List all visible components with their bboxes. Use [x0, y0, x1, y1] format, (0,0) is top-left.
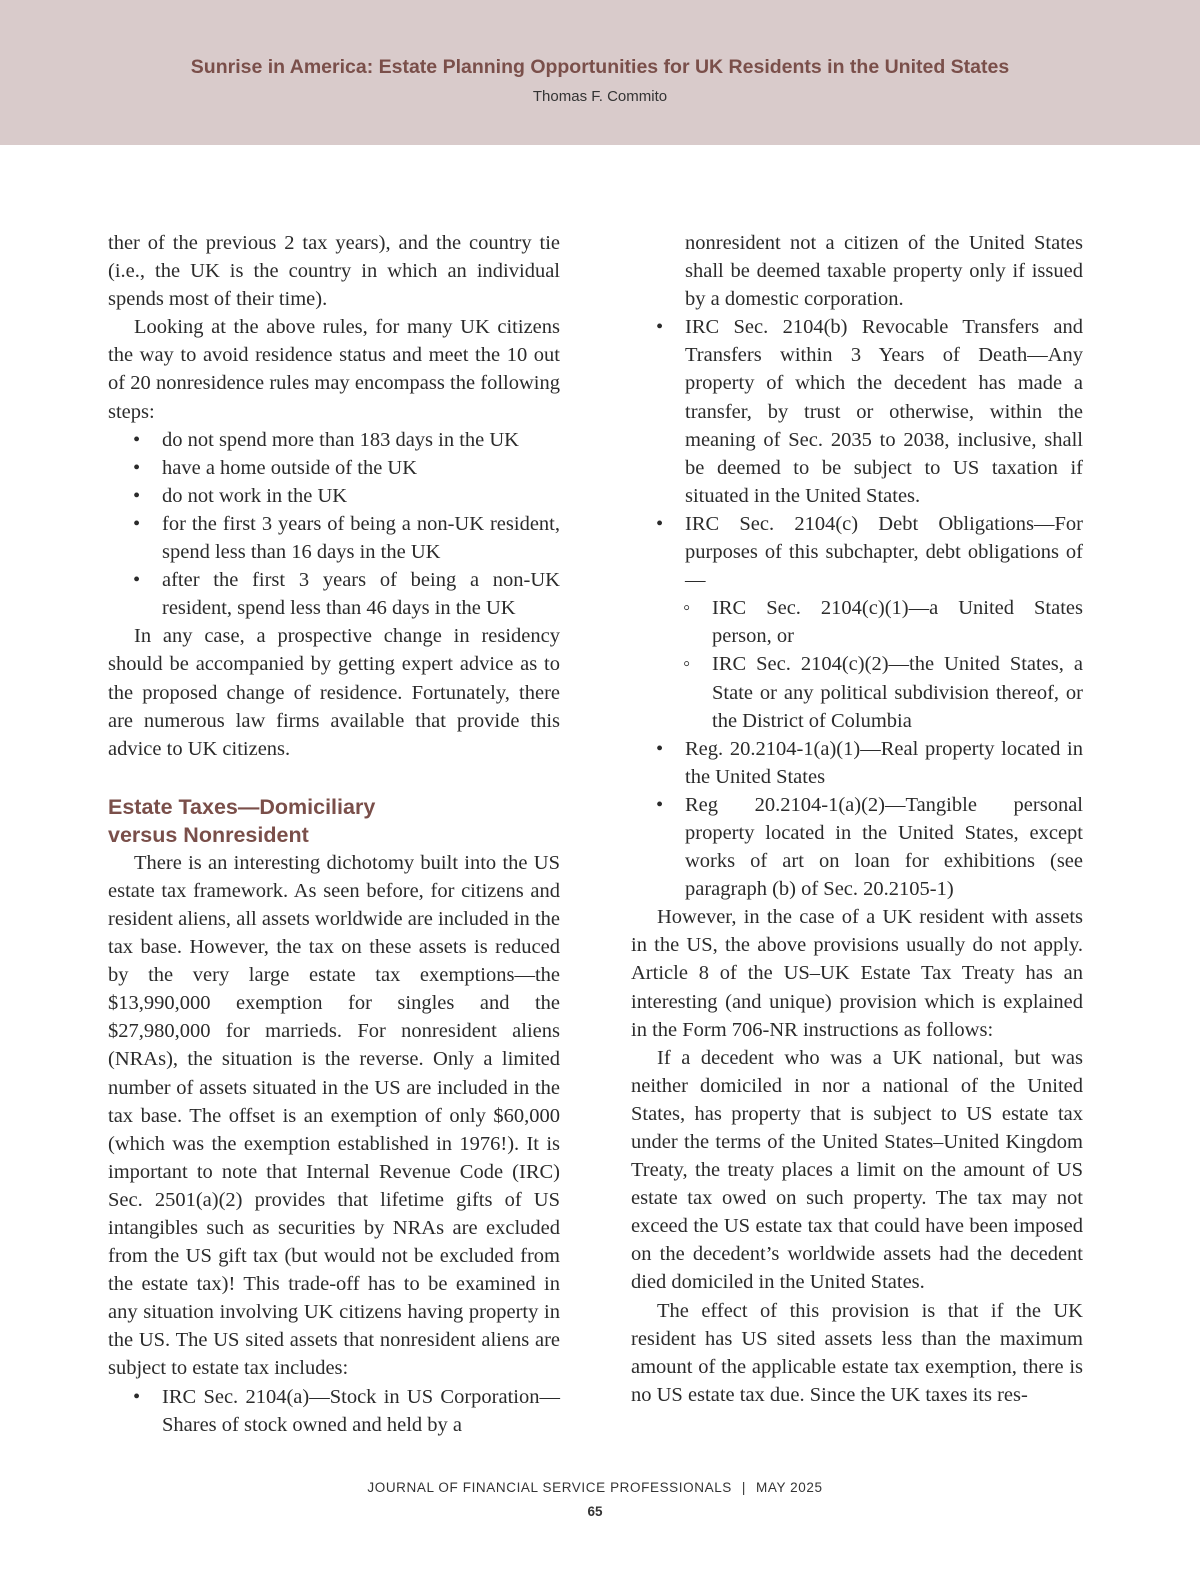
paragraph: However, in the case of a UK resident with assets in the US, the above provisions usually do not apply. Article 8 of the US–UK Estate Tax Treaty has an interesting (and unique) provision which is explained in the Form 706-NR instructions as follows:: [631, 906, 1083, 1041]
list-item: • do not spend more than 183 days in the UK: [108, 426, 560, 454]
list-item: • have a home outside of the UK: [108, 454, 560, 482]
us-sited-assets-list: [108, 1383, 560, 1439]
section-heading-line: Estate Taxes—Domiciliary: [108, 794, 376, 819]
paragraph: Looking at the above rules, for many UK citizens the way to avoid residence status and meet the 10 out of 20 nonresidence rules may encompass the following steps:: [108, 316, 560, 423]
us-sited-assets-list-continued: [631, 229, 1083, 594]
sublist-item: ◦ IRC Sec. 2104(c)(2)—the United States, a State or any political subdivision thereof, or the District of Columbia: [631, 650, 1083, 734]
page-number: 65: [587, 1504, 603, 1519]
paragraph: ther of the previous 2 tax years), and the country tie (i.e., the UK is the country in which an individual spends most of their time).: [108, 232, 560, 311]
list-item: • for the first 3 years of being a non-UK resident, spend less than 16 days in the UK: [108, 510, 560, 566]
list-item: • after the first 3 years of being a non-UK resident, spend less than 46 days in the UK: [108, 566, 560, 622]
running-header: [0, 0, 1200, 145]
paragraph: There is an interesting dichotomy built into the US estate tax framework. As seen before, for citizens and resident aliens, all assets worldwide are included in the tax base. However, the tax on these assets is reduced by the very large estate tax exemptions—the $13,990,000 exemption for singles and the $27,980,000 for marrieds. For nonresident aliens (NRAs), the situation is the reverse. Only a limited number of assets situated in the US are included in the tax base. The offset is an exemption of only $60,000 (which was the exemption established in 1976!). It is important to note that Internal Revenue Code (IRC) Sec. 2501(a)(2) provides that lifetime gifts of US intangibles such as securities by NRAs are excluded from the US gift tax (but would not be excluded from the estate tax)! This trade-off has to be examined in any situation involving UK citizens having property in the US. The US sited assets that nonresident aliens are subject to estate tax includes:: [108, 851, 560, 1380]
footer-journal: [0, 1480, 1190, 1495]
list-item: • Reg. 20.2104-1(a)(1)—Real property located in the United States: [631, 735, 1083, 791]
paragraph: In any case, a prospective change in residency should be accompanied by getting expert advice as to the proposed change of residence. Fortunately, there are numerous law firms available that provide this advice to UK citizens.: [108, 625, 560, 760]
list-item: • IRC Sec. 2104(b) Revocable Transfers and Transfers within 3 Years of Death—Any property of which the decedent has made a transfer, by trust or otherwise, within the meaning of Sec. 2035 to 2038, inclusive, shall be deemed to be subject to US taxation if situated in the United States.: [631, 313, 1083, 510]
section-heading-line: versus Nonresident: [108, 822, 309, 847]
article-author: Thomas F. Commito: [532, 88, 668, 105]
list-item: • do not work in the UK: [108, 482, 560, 510]
list-item-text: IRC Sec. 2104(c) Debt Obligations—For purposes of this subchapter, debt obligations of—: [685, 512, 1083, 592]
steps-list: [108, 426, 560, 623]
regulations-list: [631, 735, 1083, 904]
article-title: Sunrise in America: Estate Planning Opportunities for UK Residents in the United States: [190, 56, 1010, 78]
sublist-item: ◦ IRC Sec. 2104(c)(1)—a United States person, or: [631, 594, 1083, 650]
left-column: [108, 229, 560, 1439]
list-item: [631, 510, 1083, 594]
list-item-continued: nonresident not a citizen of the United States shall be deemed taxable property only if issued by a domestic corporation.: [685, 232, 1083, 311]
paragraph: The effect of this provision is that if the UK resident has US sited assets less than the maximum amount of the applicable estate tax exemption, there is no US estate tax due. Since the UK taxes its res-: [631, 1299, 1083, 1406]
debt-obligations-sublist: [631, 594, 1083, 734]
footer-separator: |: [741, 1480, 747, 1495]
section-heading: [108, 793, 560, 849]
list-item: • IRC Sec. 2104(a)—Stock in US Corporation—Shares of stock owned and held by a: [108, 1383, 560, 1439]
right-column: [631, 229, 1083, 1409]
journal-name: JOURNAL OF FINANCIAL SERVICE PROFESSIONALS: [367, 1480, 732, 1495]
list-item: • Reg 20.2104-1(a)(2)—Tangible personal property located in the United States, except works of art on loan for exhibitions (see paragraph (b) of Sec. 20.2105-1): [631, 791, 1083, 903]
block-quote: If a decedent who was a UK national, but was neither domiciled in nor a national of the United States, has property that is subject to US estate tax under the terms of the United States–United Kingdom Treaty, the treaty places a limit on the amount of US estate tax owed on such property. The tax may not exceed the US estate tax that could have been imposed on the decedent’s worldwide assets had the decedent died domiciled in the United States.: [631, 1046, 1083, 1294]
issue-date: MAY 2025: [756, 1480, 823, 1495]
